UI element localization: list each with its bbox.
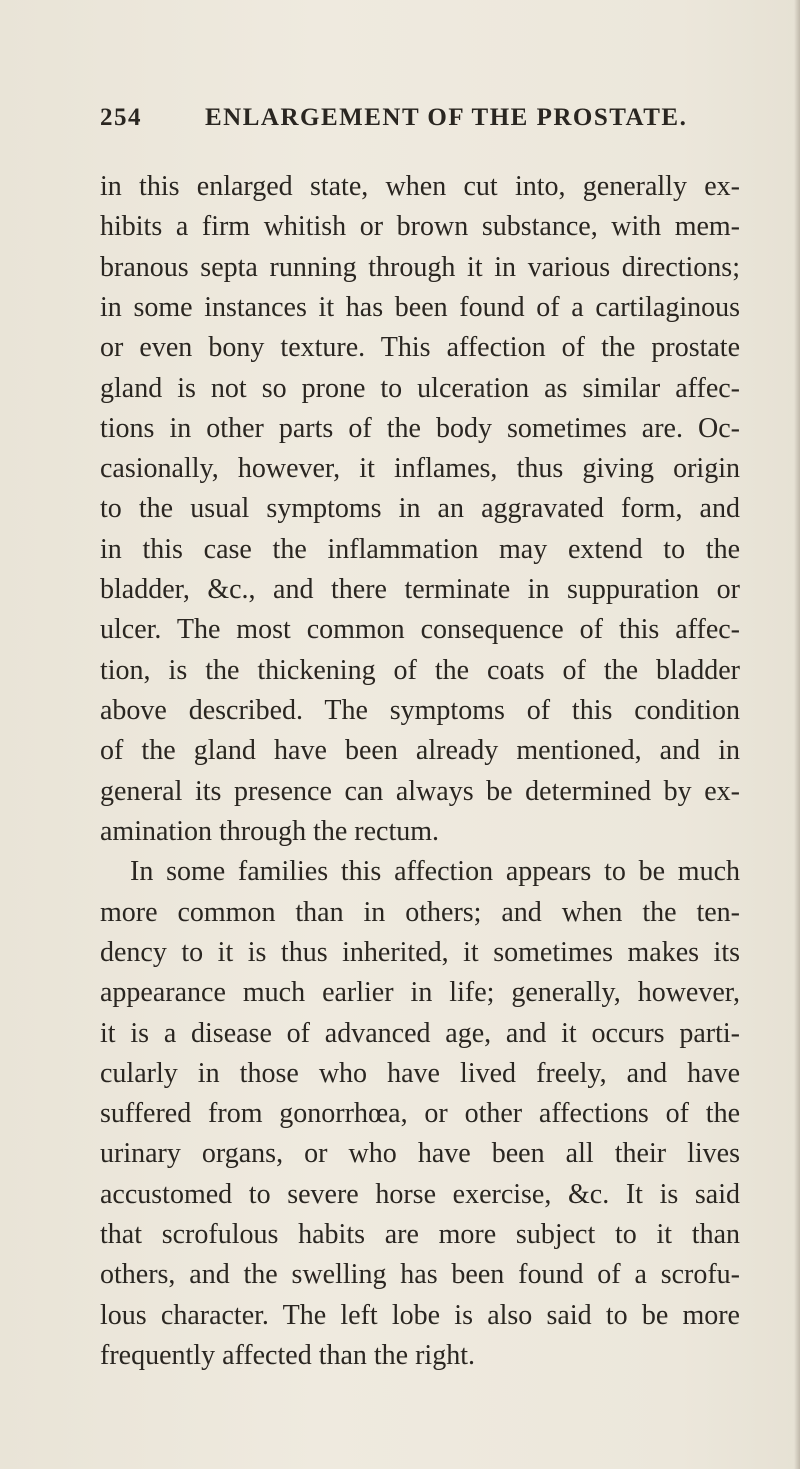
- paragraph-end-line: frequently affected than the right.: [100, 1340, 475, 1371]
- running-head: [100, 104, 740, 144]
- text-line: urinary organs, or who have been all their lives: [100, 1138, 740, 1169]
- paragraph-end-line: amination through the rectum.: [100, 816, 440, 847]
- text-line: accustomed to severe horse exercise, &c. It is said: [100, 1179, 740, 1210]
- text-line: more common than in others; and when the ten-: [100, 897, 740, 928]
- text-line: that scrofulous habits are more subject to it than: [100, 1219, 740, 1250]
- running-head-title: ENLARGEMENT OF THE PROSTATE.: [205, 104, 688, 131]
- text-line: ulcer. The most common consequence of this affec-: [100, 614, 740, 645]
- text-line: in this enlarged state, when cut into, generally ex-: [100, 171, 740, 202]
- text-line: of the gland have been already mentioned, and in: [100, 735, 740, 766]
- text-line: dency to it is thus inherited, it sometimes makes its: [100, 937, 740, 968]
- text-line: appearance much earlier in life; generally, however,: [100, 977, 740, 1008]
- text-line: tion, is the thickening of the coats of the bladder: [100, 655, 740, 686]
- text-line: to the usual symptoms in an aggravated form, and: [100, 493, 740, 524]
- page-number: 254: [100, 104, 142, 131]
- text-line: cularly in those who have lived freely, and have: [100, 1058, 740, 1089]
- text-line: tions in other parts of the body sometimes are. Oc-: [100, 413, 740, 444]
- text-line: hibits a firm whitish or brown substance, with mem-: [100, 211, 740, 242]
- text-line: casionally, however, it inflames, thus giving origin: [100, 453, 740, 484]
- text-line: bladder, &c., and there terminate in suppuration or: [100, 574, 740, 605]
- text-line: in this case the inflammation may extend to the: [100, 534, 740, 565]
- text-line: above described. The symptoms of this condition: [100, 695, 740, 726]
- text-line: suffered from gonorrhœa, or other affections of the: [100, 1098, 740, 1129]
- text-line: it is a disease of advanced age, and it occurs parti-: [100, 1018, 740, 1049]
- text-line: in some instances it has been found of a cartilaginous: [100, 292, 740, 323]
- page-edge-shadow: [794, 0, 800, 1469]
- text-line: general its presence can always be determined by ex-: [100, 776, 740, 807]
- paragraph-start-line: In some families this affection appears to be much: [130, 856, 740, 887]
- text-line: or even bony texture. This affection of the prostate: [100, 332, 740, 363]
- text-line: others, and the swelling has been found of a scrofu-: [100, 1259, 740, 1290]
- text-line: lous character. The left lobe is also said to be more: [100, 1300, 740, 1331]
- text-line: branous septa running through it in various directions;: [100, 252, 740, 283]
- text-line: gland is not so prone to ulceration as similar affec-: [100, 373, 740, 404]
